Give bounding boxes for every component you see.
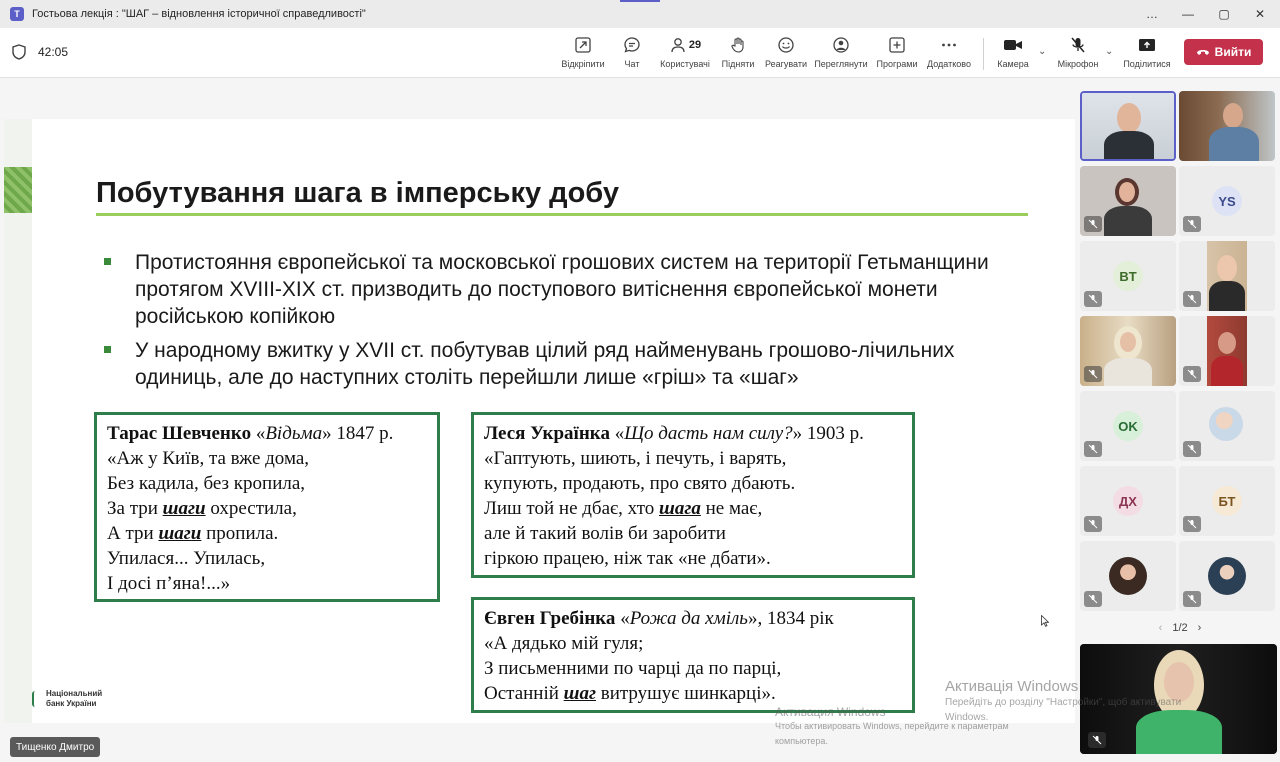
muted-mic-icon bbox=[1084, 516, 1102, 532]
quote-open: « bbox=[251, 423, 266, 444]
watermark-text: Перейдіть до розділу "Настройки", щоб активувати bbox=[945, 697, 1182, 708]
quote-work: Рожа да хміль bbox=[629, 608, 748, 629]
raise-hand-label: Підняти bbox=[721, 59, 755, 69]
muted-mic-icon bbox=[1183, 591, 1201, 607]
participants-label: Користувачі bbox=[660, 59, 710, 69]
quote-line: але й такий волів би заробити bbox=[484, 523, 726, 544]
quote-author: Євген Гребінка bbox=[484, 608, 616, 629]
watermark-heading: Активация Windows bbox=[775, 705, 886, 719]
bullet-item bbox=[104, 337, 1024, 391]
more-label: Додатково bbox=[927, 59, 971, 69]
participant-photo bbox=[1109, 557, 1147, 595]
shag-word: шаги bbox=[162, 498, 206, 519]
share-label: Поділитися bbox=[1123, 59, 1171, 69]
quote-fragment: витрушує шинкарці». bbox=[596, 683, 776, 704]
participant-body bbox=[1104, 358, 1152, 386]
camera-label: Камера bbox=[997, 59, 1029, 69]
muted-mic-icon bbox=[1183, 516, 1201, 532]
participant-tile[interactable] bbox=[1179, 466, 1275, 536]
participant-count: 29 bbox=[688, 39, 702, 51]
participant-body bbox=[1104, 131, 1154, 161]
quote-line: Упилася... Упилась, bbox=[107, 548, 266, 569]
participant-body bbox=[1209, 127, 1259, 161]
muted-mic-icon bbox=[1088, 732, 1106, 748]
slide-ornament bbox=[4, 167, 32, 213]
react-label: Реагувати bbox=[764, 59, 808, 69]
camera-button[interactable] bbox=[994, 34, 1032, 74]
share-button[interactable] bbox=[1122, 34, 1172, 74]
quote-line: Без кадила, без кропила, bbox=[107, 473, 306, 494]
quote-line: З письменними по чарці да по парці, bbox=[484, 658, 782, 679]
quote-line bbox=[107, 496, 427, 521]
bullet-item bbox=[104, 249, 1024, 330]
participant-face bbox=[1217, 255, 1237, 281]
title-underline bbox=[96, 213, 1028, 216]
page-indicator: 1/2 bbox=[1172, 622, 1188, 634]
participant-tile[interactable] bbox=[1080, 241, 1176, 311]
quote-line bbox=[484, 496, 902, 521]
watermark-text: Чтобы активировать Windows, перейдите к параметрам bbox=[775, 721, 1009, 731]
presentation-slide bbox=[4, 119, 1075, 723]
quote-fragment: За три bbox=[107, 498, 163, 519]
shared-content-stage bbox=[0, 79, 1075, 762]
quote-author: Тарас Шевченко bbox=[107, 423, 252, 444]
bullet-text: У народному вжитку у XVII ст. побутував цілий ряд найменувань грошово-лічильних одиниць, але до наступних століть перейшли лише «гріш» та «шаг» bbox=[135, 339, 955, 389]
nbu-logo-line: банк України bbox=[46, 699, 97, 708]
presenter-name-tag: Тищенко Дмитро bbox=[10, 737, 100, 757]
muted-mic-icon bbox=[1084, 441, 1102, 457]
microphone-label: Мікрофон bbox=[1057, 59, 1099, 69]
participant-tile[interactable] bbox=[1080, 91, 1176, 161]
participant-photo bbox=[1208, 557, 1246, 595]
active-indicator bbox=[620, 0, 660, 2]
muted-mic-icon bbox=[1183, 441, 1201, 457]
quote-work: Що дасть нам силу? bbox=[624, 423, 793, 444]
meeting-toolbar bbox=[0, 28, 1280, 78]
quote-line bbox=[484, 681, 902, 706]
muted-mic-icon bbox=[1183, 366, 1201, 382]
camera-chevron-icon[interactable]: ⌄ bbox=[1038, 46, 1047, 57]
participant-tile[interactable] bbox=[1080, 166, 1176, 236]
participant-avatar: BT bbox=[1113, 261, 1143, 291]
more-button[interactable] bbox=[924, 34, 974, 74]
quote-heading bbox=[107, 421, 427, 446]
quote-fragment: А три bbox=[107, 523, 159, 544]
chat-label: Чат bbox=[624, 59, 640, 69]
quote-shevchenko bbox=[94, 412, 440, 602]
quote-fragment: Останній bbox=[484, 683, 564, 704]
participant-body bbox=[1211, 356, 1243, 386]
watermark-text: компьютера. bbox=[775, 736, 828, 746]
minimize-button[interactable]: — bbox=[1182, 7, 1194, 21]
apps-label: Програми bbox=[876, 59, 918, 69]
leave-label: Вийти bbox=[1214, 45, 1252, 59]
unpin-label: Відкріпити bbox=[561, 59, 605, 69]
quote-work: Відьма bbox=[265, 423, 323, 444]
bullet-list bbox=[104, 249, 1024, 398]
react-icon bbox=[777, 36, 795, 54]
share-icon bbox=[1138, 36, 1156, 54]
participant-tile[interactable] bbox=[1179, 241, 1275, 311]
view-button[interactable] bbox=[812, 34, 870, 74]
view-icon bbox=[832, 36, 850, 54]
muted-mic-icon bbox=[1084, 366, 1102, 382]
watermark-heading: Активація Windows bbox=[945, 678, 1079, 695]
participant-face bbox=[1117, 103, 1141, 133]
participant-tile[interactable] bbox=[1080, 466, 1176, 536]
bullet-marker bbox=[104, 258, 111, 265]
participant-avatar: YS bbox=[1212, 186, 1242, 216]
meeting-timer: 42:05 bbox=[38, 45, 69, 59]
nbu-logo-text bbox=[46, 689, 102, 709]
participant-face bbox=[1223, 103, 1243, 128]
participant-tile[interactable] bbox=[1080, 391, 1176, 461]
quote-heading bbox=[484, 606, 902, 631]
quote-fragment: пропила. bbox=[201, 523, 279, 544]
shield-icon bbox=[12, 44, 26, 60]
window-more-button[interactable]: … bbox=[1146, 7, 1158, 21]
quote-open: « bbox=[615, 608, 630, 629]
watermark-text: Windows. bbox=[945, 712, 989, 723]
quote-line: гіркою працею, ніж так «не дбати». bbox=[484, 548, 771, 569]
participant-body bbox=[1104, 206, 1152, 236]
quote-line: «Гаптують, шиють, і печуть, і варять, bbox=[484, 448, 787, 469]
shag-word: шага bbox=[659, 498, 701, 519]
react-button[interactable] bbox=[762, 34, 810, 74]
mouse-cursor-icon bbox=[1041, 615, 1049, 627]
quote-line bbox=[107, 521, 427, 546]
participant-tile[interactable] bbox=[1080, 316, 1176, 386]
mic-off-icon bbox=[1069, 36, 1087, 54]
next-page-icon[interactable]: › bbox=[1197, 622, 1202, 634]
raise-hand-icon bbox=[729, 36, 747, 54]
muted-mic-icon bbox=[1084, 216, 1102, 232]
muted-mic-icon bbox=[1084, 291, 1102, 307]
gallery-pager bbox=[1150, 620, 1210, 636]
raise-hand-button[interactable] bbox=[718, 34, 758, 74]
quote-heading bbox=[484, 421, 902, 446]
quote-fragment: охрестила, bbox=[205, 498, 297, 519]
toolbar-separator bbox=[983, 38, 984, 70]
chat-button[interactable] bbox=[616, 34, 648, 74]
muted-mic-icon bbox=[1084, 591, 1102, 607]
unpin-button[interactable] bbox=[558, 34, 608, 74]
shag-word: шаги bbox=[158, 523, 202, 544]
activation-watermark bbox=[945, 678, 1181, 725]
participant-tile[interactable] bbox=[1179, 91, 1275, 161]
muted-mic-icon bbox=[1183, 291, 1201, 307]
quote-ukrainka bbox=[471, 412, 915, 578]
bullet-text: Протистояння європейської та московської грошових систем на території Гетьманщини протягом XVIII-XIX ст. призводить до поступового витіснення європейської монети російською копійкою bbox=[135, 251, 989, 328]
window-title: Гостьова лекція : "ШАГ – відновлення історичної справедливості" bbox=[32, 8, 366, 20]
unpin-icon bbox=[574, 36, 592, 54]
bullet-marker bbox=[104, 346, 111, 353]
participant-avatar: ДХ bbox=[1113, 486, 1143, 516]
people-icon bbox=[669, 36, 687, 54]
participant-body bbox=[1209, 281, 1245, 311]
maximize-button[interactable]: ▢ bbox=[1218, 7, 1230, 21]
leave-button[interactable] bbox=[1184, 39, 1263, 65]
previous-page-icon[interactable]: ‹ bbox=[1158, 622, 1163, 634]
hang-up-icon bbox=[1196, 48, 1210, 56]
quote-open: « bbox=[609, 423, 625, 444]
participant-avatar: БТ bbox=[1212, 486, 1242, 516]
participant-tile[interactable] bbox=[1080, 541, 1176, 611]
close-window-button[interactable]: ✕ bbox=[1254, 7, 1266, 21]
quote-line: «А дядько мій гуля; bbox=[484, 633, 644, 654]
shag-word: шаг bbox=[563, 683, 596, 704]
quote-year: », 1834 рік bbox=[747, 608, 834, 629]
apps-button[interactable] bbox=[874, 34, 920, 74]
chat-icon bbox=[623, 36, 641, 54]
quote-fragment: не має, bbox=[700, 498, 763, 519]
teams-logo-icon: T bbox=[10, 7, 24, 21]
participant-face bbox=[1218, 332, 1236, 354]
nbu-logo bbox=[32, 689, 102, 709]
nbu-logo-mark-icon bbox=[32, 691, 40, 707]
quote-year: » 1847 р. bbox=[322, 423, 394, 444]
view-label: Переглянути bbox=[814, 59, 868, 69]
participant-tile[interactable] bbox=[1179, 316, 1275, 386]
quote-fragment: Лиш той не дбає, хто bbox=[484, 498, 660, 519]
microphone-button[interactable] bbox=[1054, 34, 1102, 74]
microphone-chevron-icon[interactable]: ⌄ bbox=[1105, 46, 1114, 57]
participant-face bbox=[1120, 332, 1136, 352]
title-bar bbox=[0, 0, 1280, 28]
more-icon bbox=[940, 36, 958, 54]
quote-author: Леся Українка bbox=[484, 423, 610, 444]
participant-tile[interactable] bbox=[1179, 391, 1275, 461]
participant-face bbox=[1119, 182, 1135, 202]
quote-line: купують, продають, про свято дбають. bbox=[484, 473, 796, 494]
quote-line: «Аж у Київ, та вже дома, bbox=[107, 448, 310, 469]
participant-avatar: OK bbox=[1113, 411, 1143, 441]
camera-icon bbox=[1003, 36, 1023, 54]
participants-button[interactable] bbox=[656, 34, 714, 74]
participant-tile[interactable] bbox=[1179, 166, 1275, 236]
apps-icon bbox=[888, 36, 906, 54]
muted-mic-icon bbox=[1183, 216, 1201, 232]
quote-line: І досі п’яна!...» bbox=[107, 573, 231, 594]
participant-tile[interactable] bbox=[1179, 541, 1275, 611]
participant-photo bbox=[1209, 407, 1243, 441]
quote-hrebinka bbox=[471, 597, 915, 713]
slide-title: Побутування шага в імперську добу bbox=[96, 177, 619, 209]
nbu-logo-line: Національний bbox=[46, 689, 103, 698]
quote-year: » 1903 р. bbox=[792, 423, 864, 444]
